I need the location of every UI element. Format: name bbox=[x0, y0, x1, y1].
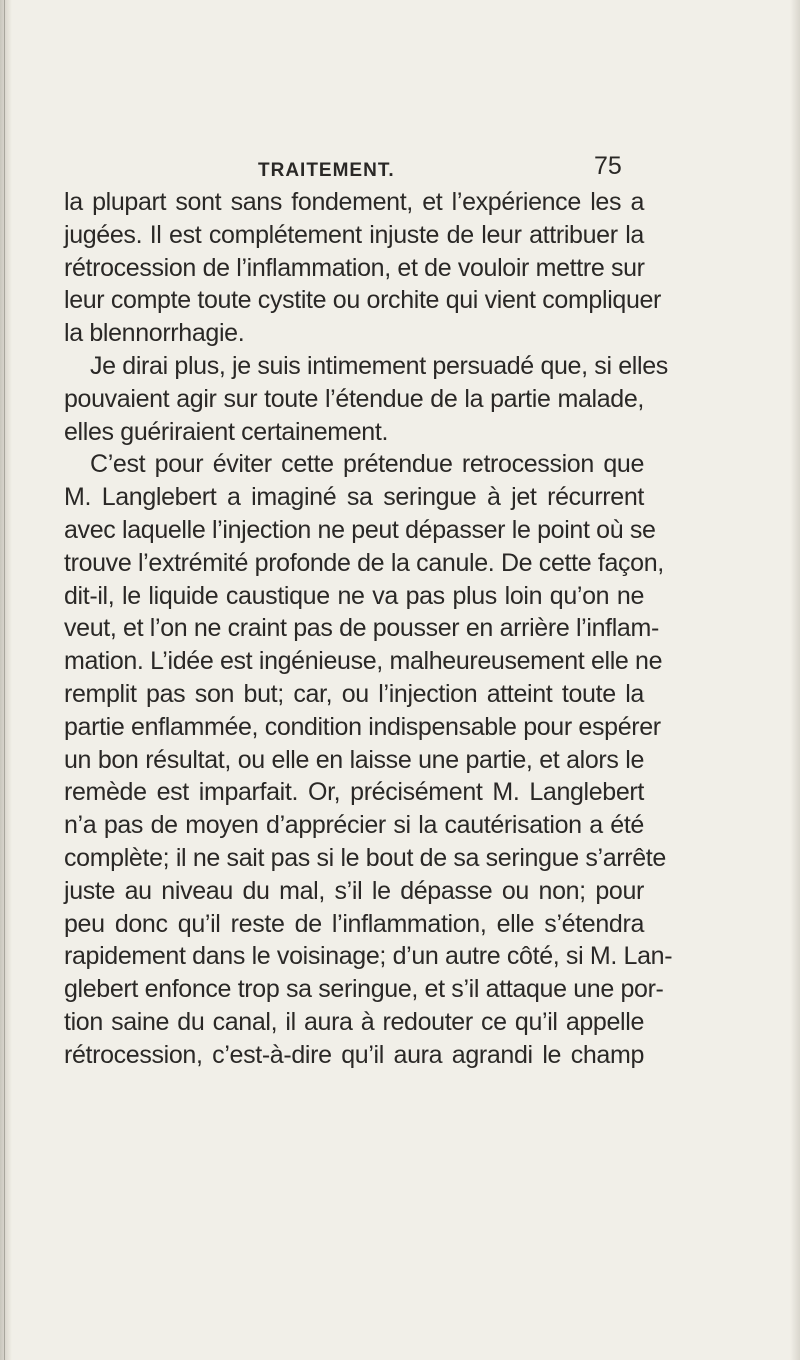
book-gutter-edge bbox=[0, 0, 12, 1360]
text-line: jugées. Il est complétement injuste de leur attribuer la bbox=[64, 220, 644, 249]
text-line: tion saine du canal, il aura à redouter ce qu’il appelle bbox=[64, 1007, 644, 1036]
text-line: pouvaient agir sur toute l’étendue de la partie malade, bbox=[64, 384, 644, 413]
text-line: rétrocession de l’inflammation, et de vouloir mettre sur bbox=[64, 253, 645, 282]
page-right-shadow bbox=[790, 0, 800, 1360]
text-line: glebert enfonce trop sa seringue, et s’il attaque une por- bbox=[64, 975, 664, 1004]
text-line: peu donc qu’il reste de l’inflammation, elle s’étendra bbox=[64, 909, 644, 938]
text-line: leur compte toute cystite ou orchite qui vient compliquer bbox=[64, 286, 662, 315]
page-number: 75 bbox=[594, 152, 622, 180]
text-line: remède est imparfait. Or, précisément M. Langlebert bbox=[64, 778, 644, 807]
text-line: mation. L’idée est ingénieuse, malheureusement elle ne bbox=[64, 647, 663, 676]
text-line: complète; il ne sait pas si le bout de sa seringue s’arrête bbox=[64, 843, 666, 872]
text-line: dit-il, le liquide caustique ne va pas plus loin qu’on ne bbox=[64, 581, 644, 610]
text-line: elles guériraient certainement. bbox=[64, 417, 389, 446]
text-line: la blennorrhagie. bbox=[64, 319, 245, 348]
text-line: rétrocession, c’est-à-dire qu’il aura agrandi le champ bbox=[64, 1040, 644, 1069]
text-line: la plupart sont sans fondement, et l’expérience les a bbox=[64, 188, 644, 216]
text-line: M. Langlebert a imaginé sa seringue à jet récurrent bbox=[64, 483, 644, 512]
text-line: un bon résultat, ou elle en laisse une partie, et alors le bbox=[64, 745, 644, 774]
text-line: veut, et l’on ne craint pas de pousser en arrière l’inflam- bbox=[64, 614, 659, 643]
text-line: Je dirai plus, je suis intimement persuadé que, si elles bbox=[90, 351, 668, 380]
text-line: juste au niveau du mal, s’il le dépasse ou non; pour bbox=[64, 876, 644, 905]
text-line: rapidement dans le voisinage; d’un autre côté, si M. Lan- bbox=[64, 942, 673, 971]
text-line: trouve l’extrémité profonde de la canule. De cette façon, bbox=[64, 548, 664, 577]
text-line: remplit pas son but; car, ou l’injection atteint toute la bbox=[64, 679, 644, 708]
text-line: partie enflammée, condition indispensable pour espérer bbox=[64, 712, 661, 741]
body-text bbox=[64, 186, 673, 1072]
text-line: C’est pour éviter cette prétendue retrocession que bbox=[90, 450, 644, 479]
text-line: n’a pas de moyen d’apprécier si la cautérisation a été bbox=[64, 811, 644, 840]
running-title: TRAITEMENT. bbox=[258, 160, 395, 181]
page-header bbox=[0, 150, 800, 190]
text-line: avec laquelle l’injection ne peut dépasser le point où se bbox=[64, 515, 656, 544]
